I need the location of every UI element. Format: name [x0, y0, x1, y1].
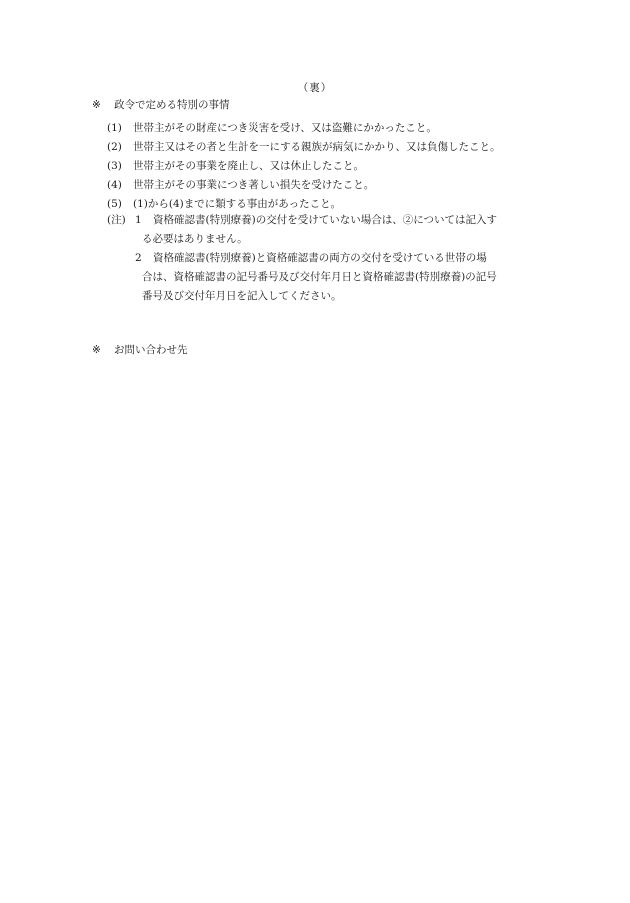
- item-number: (3): [107, 160, 122, 172]
- note-number: 2: [135, 252, 142, 264]
- section1-title: 政令で定める特別の事情: [114, 99, 230, 111]
- list-item: [107, 178, 375, 192]
- list-item: [107, 159, 364, 173]
- note-number: 1: [135, 214, 142, 226]
- reference-mark: ※: [92, 344, 101, 356]
- item-text: 世帯主がその事業を廃止し、又は休止したこと。: [133, 160, 364, 172]
- section2-title: お問い合わせ先: [114, 344, 188, 356]
- section2-heading: [92, 343, 188, 357]
- reference-mark: ※: [92, 99, 101, 111]
- note-text-line: 合は、資格確認書の記号番号及び交付年月日と資格確認書(特別療養)の記号: [142, 271, 497, 283]
- item-number: (2): [107, 141, 122, 153]
- page-header: （裏）: [297, 82, 333, 94]
- item-number: (4): [107, 179, 122, 191]
- item-text: 世帯主がその事業につき著しい損失を受けたこと。: [133, 179, 375, 191]
- note-text-line: る必要はありません。: [142, 233, 248, 245]
- item-number: (1): [107, 122, 122, 134]
- item-number: (5): [107, 198, 122, 210]
- note-item: [107, 213, 497, 227]
- note-item: [135, 251, 487, 265]
- item-text: 世帯主又はその者と生計を一にする親族が病気にかかり、又は負傷したこと。: [133, 141, 501, 153]
- section1-heading: [92, 98, 230, 112]
- note-text-line: 資格確認書(特別療養)と資格確認書の両方の交付を受けている世帯の場: [153, 252, 487, 264]
- item-text: 世帯主がその財産につき災害を受け、又は盗難にかかったこと。: [133, 122, 437, 134]
- item-text: (1)から(4)までに類する事由があったこと。: [133, 198, 342, 210]
- list-item: [107, 140, 501, 154]
- list-item: [107, 197, 342, 211]
- note-text-line: 資格確認書(特別療養)の交付を受けていない場合は、②については記入す: [153, 214, 497, 226]
- list-item: [107, 121, 437, 135]
- note-text-line: 番号及び交付年月日を記入してください。: [142, 290, 342, 302]
- note-label: (注): [107, 214, 126, 226]
